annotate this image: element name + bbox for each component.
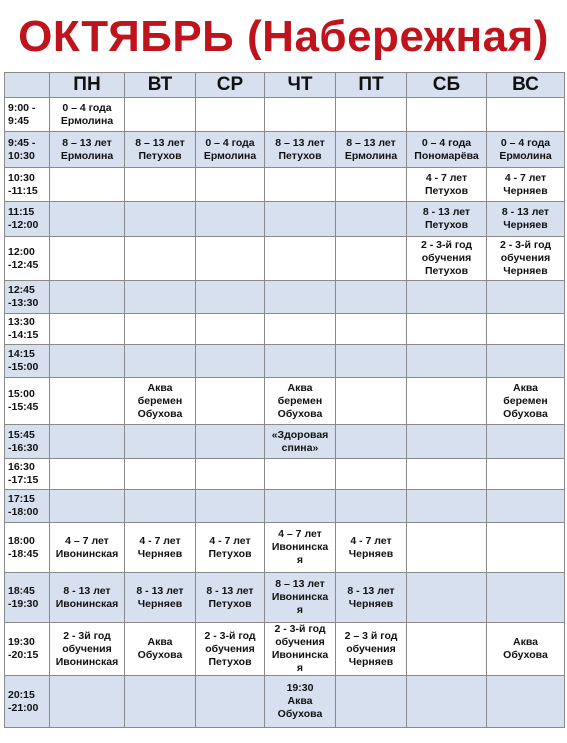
class-cell [125, 490, 196, 523]
time-slot: 9:00 - 9:45 [5, 98, 50, 132]
schedule-row [5, 523, 565, 573]
class-cell: 4 - 7 лет Петухов [196, 523, 265, 573]
class-cell [125, 202, 196, 237]
class-cell [196, 378, 265, 425]
class-cell [196, 168, 265, 202]
corner-cell [5, 73, 50, 98]
class-cell [125, 168, 196, 202]
schedule-row [5, 676, 565, 728]
class-cell: Аква беремен Обухова [125, 378, 196, 425]
time-slot: 14:15 -15:00 [5, 345, 50, 378]
day-header: ВТ [125, 73, 196, 98]
class-cell [407, 425, 487, 459]
class-cell: 2 - 3-й год обучения Петухов [407, 237, 487, 281]
time-slot: 18:45 -19:30 [5, 573, 50, 623]
class-cell [265, 345, 336, 378]
header-row [5, 73, 565, 98]
class-cell: Аква беремен Обухова [487, 378, 565, 425]
class-cell [336, 459, 407, 490]
schedule-row [5, 281, 565, 314]
class-cell: 8 - 13 лет Черняев [336, 573, 407, 623]
class-cell [50, 676, 125, 728]
class-cell [50, 425, 125, 459]
class-cell [125, 314, 196, 345]
class-cell: 8 - 13 лет Ивонинская [50, 573, 125, 623]
class-cell [487, 676, 565, 728]
class-cell: 4 – 7 лет Ивонинска я [265, 523, 336, 573]
class-cell [407, 490, 487, 523]
class-cell [336, 378, 407, 425]
class-cell [407, 573, 487, 623]
schedule-row [5, 425, 565, 459]
schedule-row [5, 573, 565, 623]
schedule-row [5, 98, 565, 132]
schedule-row [5, 345, 565, 378]
day-header: ПН [50, 73, 125, 98]
class-cell: 0 – 4 года Ермолина [196, 132, 265, 168]
time-slot: 17:15 -18:00 [5, 490, 50, 523]
class-cell [407, 676, 487, 728]
class-cell [125, 459, 196, 490]
class-cell [196, 98, 265, 132]
class-cell: 8 - 13 лет Черняев [125, 573, 196, 623]
class-cell [50, 281, 125, 314]
class-cell: 8 – 13 лет Петухов [125, 132, 196, 168]
schedule-row [5, 237, 565, 281]
class-cell [336, 237, 407, 281]
time-slot: 11:15 -12:00 [5, 202, 50, 237]
class-cell: 8 - 13 лет Петухов [196, 573, 265, 623]
schedule-row [5, 378, 565, 425]
class-cell: 8 – 13 лет Ивонинска я [265, 573, 336, 623]
time-slot: 18:00 -18:45 [5, 523, 50, 573]
class-cell [336, 345, 407, 378]
class-cell [125, 676, 196, 728]
schedule-row [5, 459, 565, 490]
class-cell: 19:30 Аква Обухова [265, 676, 336, 728]
day-header: ЧТ [265, 73, 336, 98]
class-cell: 4 - 7 лет Черняев [336, 523, 407, 573]
class-cell [407, 459, 487, 490]
class-cell [487, 459, 565, 490]
class-cell [336, 314, 407, 345]
class-cell: 4 - 7 лет Черняев [125, 523, 196, 573]
time-slot: 12:45 -13:30 [5, 281, 50, 314]
page-title: ОКТЯБРЬ (Набережная) [18, 12, 549, 61]
day-header: ПТ [336, 73, 407, 98]
class-cell [196, 237, 265, 281]
class-cell [487, 281, 565, 314]
class-cell [407, 378, 487, 425]
class-cell [487, 425, 565, 459]
class-cell: 0 – 4 года Ермолина [50, 98, 125, 132]
class-cell: 2 - 3-й год обучения Черняев [487, 237, 565, 281]
class-cell [265, 98, 336, 132]
class-cell [196, 202, 265, 237]
class-cell [196, 345, 265, 378]
time-slot: 19:30 -20:15 [5, 623, 50, 676]
class-cell: 8 - 13 лет Черняев [487, 202, 565, 237]
class-cell [407, 623, 487, 676]
class-cell [125, 281, 196, 314]
class-cell [125, 98, 196, 132]
class-cell [196, 314, 265, 345]
class-cell: Аква Обухова [487, 623, 565, 676]
class-cell [125, 345, 196, 378]
class-cell [336, 425, 407, 459]
class-cell [407, 523, 487, 573]
class-cell [407, 345, 487, 378]
class-cell: 4 - 7 лет Петухов [407, 168, 487, 202]
class-cell [487, 490, 565, 523]
class-cell [265, 314, 336, 345]
class-cell: 2 - 3й год обучения Ивонинская [50, 623, 125, 676]
schedule-row [5, 202, 565, 237]
class-cell: 4 – 7 лет Ивонинская [50, 523, 125, 573]
class-cell [50, 237, 125, 281]
class-cell [487, 314, 565, 345]
class-cell [407, 314, 487, 345]
class-cell: 2 - 3-й год обучения Ивонинска я [265, 623, 336, 676]
day-header: СБ [407, 73, 487, 98]
class-cell [336, 168, 407, 202]
time-slot: 20:15 -21:00 [5, 676, 50, 728]
time-slot: 13:30 -14:15 [5, 314, 50, 345]
schedule-table [4, 72, 565, 728]
class-cell: 8 – 13 лет Ермолина [50, 132, 125, 168]
class-cell: 8 - 13 лет Петухов [407, 202, 487, 237]
class-cell [50, 378, 125, 425]
class-cell [336, 490, 407, 523]
class-cell [125, 237, 196, 281]
class-cell [125, 425, 196, 459]
class-cell: 0 – 4 года Пономарёва [407, 132, 487, 168]
class-cell: 8 – 13 лет Петухов [265, 132, 336, 168]
class-cell: Аква Обухова [125, 623, 196, 676]
class-cell [336, 676, 407, 728]
time-slot: 10:30 -11:15 [5, 168, 50, 202]
class-cell [407, 98, 487, 132]
time-slot: 16:30 -17:15 [5, 459, 50, 490]
class-cell [487, 523, 565, 573]
class-cell: Аква беремен Обухова [265, 378, 336, 425]
class-cell [50, 345, 125, 378]
class-cell: 4 - 7 лет Черняев [487, 168, 565, 202]
class-cell [407, 281, 487, 314]
day-header: СР [196, 73, 265, 98]
class-cell [336, 202, 407, 237]
class-cell [265, 490, 336, 523]
class-cell [265, 281, 336, 314]
class-cell [336, 281, 407, 314]
class-cell [50, 202, 125, 237]
class-cell: 0 – 4 года Ермолина [487, 132, 565, 168]
class-cell [265, 168, 336, 202]
time-slot: 12:00 -12:45 [5, 237, 50, 281]
class-cell [196, 459, 265, 490]
class-cell [265, 237, 336, 281]
class-cell [265, 459, 336, 490]
class-cell [196, 281, 265, 314]
class-cell [50, 490, 125, 523]
class-cell [265, 202, 336, 237]
class-cell [50, 459, 125, 490]
class-cell [336, 98, 407, 132]
time-slot: 15:00 -15:45 [5, 378, 50, 425]
class-cell [196, 676, 265, 728]
schedule-row [5, 623, 565, 676]
class-cell: 8 – 13 лет Ермолина [336, 132, 407, 168]
schedule-row [5, 314, 565, 345]
class-cell [50, 314, 125, 345]
class-cell [487, 345, 565, 378]
time-slot: 9:45 - 10:30 [5, 132, 50, 168]
class-cell [487, 573, 565, 623]
day-header: ВС [487, 73, 565, 98]
class-cell [196, 425, 265, 459]
class-cell: «Здоровая спина» [265, 425, 336, 459]
schedule-row [5, 132, 565, 168]
class-cell [487, 98, 565, 132]
class-cell [50, 168, 125, 202]
class-cell: 2 – 3 й год обучения Черняев [336, 623, 407, 676]
schedule-row [5, 490, 565, 523]
class-cell: 2 - 3-й год обучения Петухов [196, 623, 265, 676]
class-cell [196, 490, 265, 523]
time-slot: 15:45 -16:30 [5, 425, 50, 459]
schedule-row [5, 168, 565, 202]
